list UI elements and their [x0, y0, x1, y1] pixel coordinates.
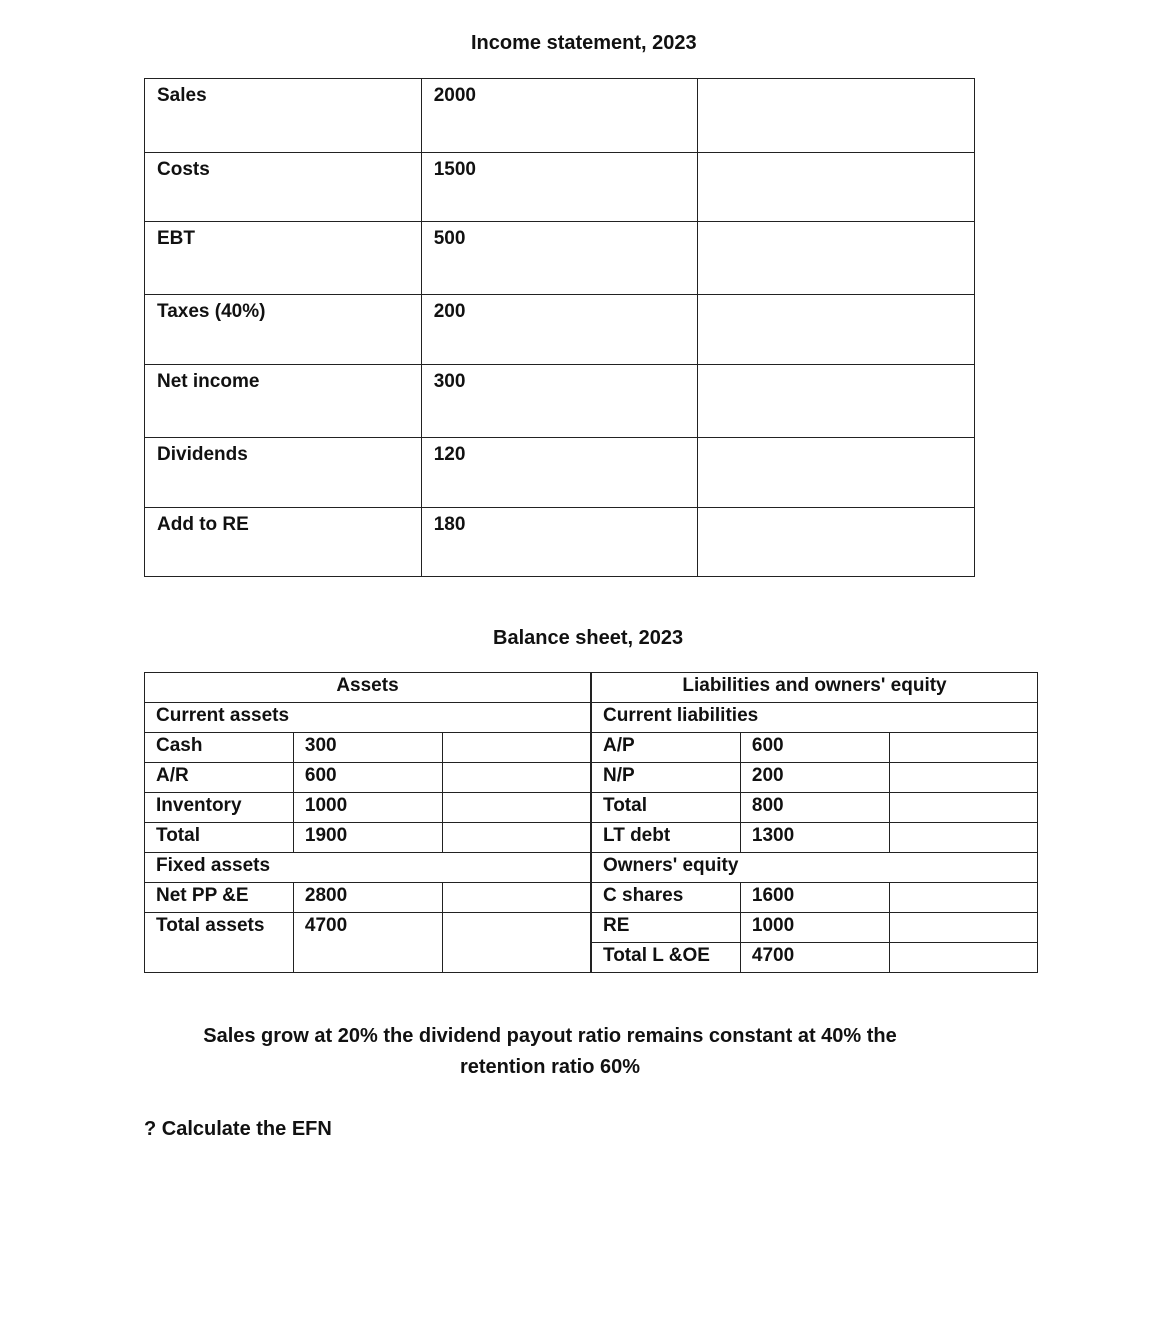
table-row — [145, 222, 975, 295]
table-row — [592, 793, 1038, 823]
table-row — [145, 79, 975, 153]
row-value: 200 — [740, 763, 889, 793]
row-label: Costs — [145, 153, 422, 222]
row-blank-cell — [698, 295, 975, 365]
row-label: C shares — [592, 883, 741, 913]
row-value: 600 — [740, 733, 889, 763]
table-row — [145, 793, 591, 823]
section-header-row — [145, 853, 591, 883]
income-statement-title: Income statement, 2023 — [471, 32, 697, 54]
table-row — [145, 913, 591, 943]
empty-cell — [442, 943, 591, 973]
table-row — [592, 733, 1038, 763]
row-blank-cell — [889, 793, 1038, 823]
table-row — [145, 438, 975, 508]
row-blank-cell — [889, 913, 1038, 943]
row-label: Dividends — [145, 438, 422, 508]
row-label: EBT — [145, 222, 422, 295]
row-value: 500 — [421, 222, 698, 295]
liabilities-header: Liabilities and owners' equity — [592, 673, 1038, 703]
row-blank-cell — [442, 883, 591, 913]
growth-assumption-note: Sales grow at 20% the dividend payout ratio remains constant at 40% the retention ratio 60% — [203, 1025, 897, 1078]
balance-sheet-title: Balance sheet, 2023 — [493, 627, 684, 649]
row-label: Total assets — [145, 913, 294, 943]
row-label: Inventory — [145, 793, 294, 823]
section-header-row — [592, 703, 1038, 733]
row-value: 4700 — [293, 913, 442, 943]
row-blank-cell — [889, 763, 1038, 793]
table-row — [145, 508, 975, 577]
row-label: LT debt — [592, 823, 741, 853]
question-text: ? Calculate the EFN — [144, 1118, 332, 1140]
row-value: 120 — [421, 438, 698, 508]
table-header-row — [592, 673, 1038, 703]
row-value: 300 — [293, 733, 442, 763]
row-value: 2000 — [421, 79, 698, 153]
row-value: 1000 — [293, 793, 442, 823]
row-value: 1900 — [293, 823, 442, 853]
current-liabilities-header: Current liabilities — [592, 703, 1038, 733]
row-value: 300 — [421, 365, 698, 438]
income-statement-table — [144, 78, 975, 577]
row-label: N/P — [592, 763, 741, 793]
row-blank-cell — [442, 823, 591, 853]
table-row — [145, 295, 975, 365]
row-value: 600 — [293, 763, 442, 793]
row-blank-cell — [889, 943, 1038, 973]
row-blank-cell — [442, 763, 591, 793]
table-header-row — [145, 673, 591, 703]
assets-header: Assets — [145, 673, 591, 703]
section-header-row — [145, 703, 591, 733]
row-value: 1300 — [740, 823, 889, 853]
row-value: 1500 — [421, 153, 698, 222]
owners-equity-header: Owners' equity — [592, 853, 1038, 883]
table-row — [145, 883, 591, 913]
row-value: 2800 — [293, 883, 442, 913]
row-value: 800 — [740, 793, 889, 823]
section-header-row — [592, 853, 1038, 883]
row-label: Net income — [145, 365, 422, 438]
row-blank-cell — [889, 883, 1038, 913]
row-label: RE — [592, 913, 741, 943]
row-blank-cell — [698, 438, 975, 508]
row-value: 1000 — [740, 913, 889, 943]
table-row — [145, 153, 975, 222]
table-row — [145, 733, 591, 763]
table-row — [145, 823, 591, 853]
fixed-assets-header: Fixed assets — [145, 853, 591, 883]
row-value: 200 — [421, 295, 698, 365]
row-blank-cell — [698, 222, 975, 295]
table-row — [592, 823, 1038, 853]
row-blank-cell — [698, 79, 975, 153]
row-blank-cell — [442, 793, 591, 823]
table-row — [592, 763, 1038, 793]
row-blank-cell — [889, 823, 1038, 853]
row-label: Total — [592, 793, 741, 823]
table-row — [145, 943, 591, 973]
row-label: Taxes (40%) — [145, 295, 422, 365]
row-label: A/P — [592, 733, 741, 763]
liabilities-table — [591, 672, 1038, 973]
row-label: Total L &OE — [592, 943, 741, 973]
table-row — [592, 943, 1038, 973]
row-blank-cell — [698, 153, 975, 222]
row-label: A/R — [145, 763, 294, 793]
row-label: Total — [145, 823, 294, 853]
table-row — [592, 913, 1038, 943]
table-row — [592, 883, 1038, 913]
row-value: 4700 — [740, 943, 889, 973]
row-label: Cash — [145, 733, 294, 763]
table-row — [145, 763, 591, 793]
row-blank-cell — [442, 913, 591, 943]
current-assets-header: Current assets — [145, 703, 591, 733]
row-label: Net PP &E — [145, 883, 294, 913]
row-blank-cell — [442, 733, 591, 763]
row-label: Sales — [145, 79, 422, 153]
table-row — [145, 365, 975, 438]
row-value: 1600 — [740, 883, 889, 913]
row-blank-cell — [698, 365, 975, 438]
empty-cell — [293, 943, 442, 973]
row-blank-cell — [698, 508, 975, 577]
row-label: Add to RE — [145, 508, 422, 577]
row-blank-cell — [889, 733, 1038, 763]
row-value: 180 — [421, 508, 698, 577]
assets-table — [144, 672, 591, 973]
empty-cell — [145, 943, 294, 973]
